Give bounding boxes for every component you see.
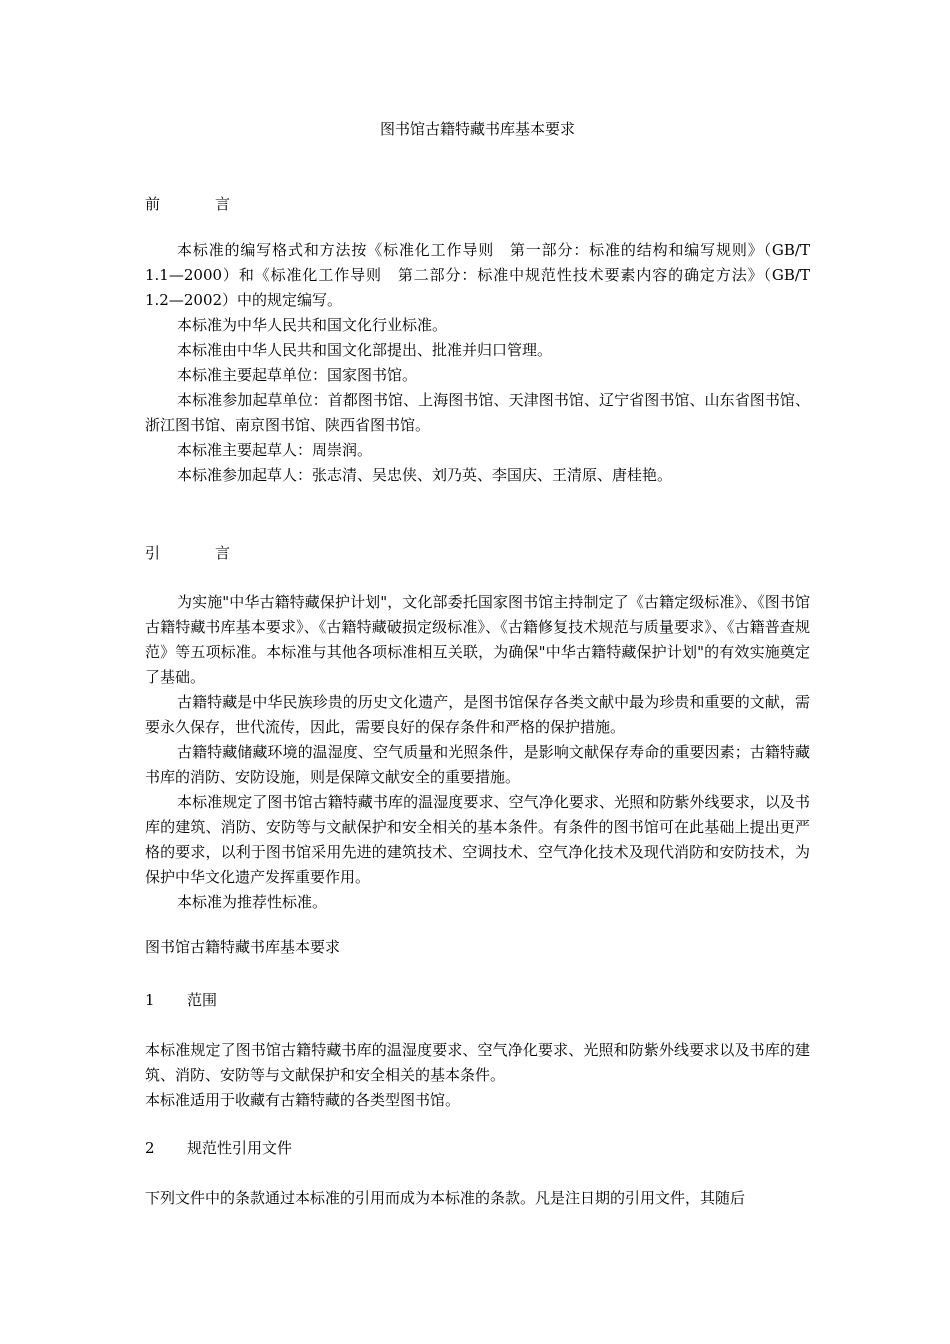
- foreword-heading-left: 前: [145, 195, 161, 213]
- introduction-paragraph-plan: 为实施"中华古籍特藏保护计划"，文化部委托国家图书馆主持制定了《古籍定级标准》、《图书馆古籍特藏书库基本要求》、《古籍特藏破损定级标准》、《古籍修复技术规范与质量要求》、《古籍普查规范》等五项标准。本标准与其他各项标准相互关联，为确保"中华古籍特藏保护计划"的有效实施奠定了基础。: [145, 593, 810, 686]
- section-2-heading: [145, 1136, 810, 1161]
- introduction-paragraph-heritage: 古籍特藏是中华民族珍贵的历史文化遗产，是图书馆保存各类文献中最为珍贵和重要的文献，需要永久保存，世代流传，因此，需要良好的保存条件和严格的保护措施。: [145, 693, 810, 736]
- foreword-heading: [145, 192, 810, 217]
- foreword-heading-right: 言: [215, 195, 231, 213]
- foreword-body: [145, 238, 826, 488]
- introduction-heading: [145, 541, 810, 566]
- foreword-paragraph-participating-units: 本标准参加起草单位：首都图书馆、上海图书馆、天津图书馆、辽宁省图书馆、山东省图书馆、浙江图书馆、南京图书馆、陕西省图书馆。: [145, 391, 810, 434]
- foreword-paragraph-participating-drafters: 本标准参加起草人：张志清、吴忠侠、刘乃英、李国庆、王清原、唐桂艳。: [177, 466, 673, 484]
- document-title: 图书馆古籍特藏书库基本要求: [379, 120, 575, 138]
- introduction-paragraph-scope: 本标准规定了图书馆古籍特藏书库的温湿度要求、空气净化要求、光照和防紫外线要求，以及书库的建筑、消防、安防等与文献保护和安全相关的基本条件。有条件的图书馆可在此基础上提出更严格的要求，以利于图书馆采用先进的建筑技术、空调技术、空气净化技术及现代消防和安防技术，为保护中华文化遗产发挥重要作用。: [145, 793, 810, 886]
- section-2-paragraph: 下列文件中的条款通过本标准的引用而成为本标准的条款。凡是注日期的引用文件，其随后: [145, 1189, 746, 1207]
- introduction-heading-right: 言: [215, 544, 231, 562]
- section-2-body: [145, 1186, 810, 1211]
- section-1-number: 1: [145, 991, 155, 1009]
- foreword-paragraph-industry: 本标准为中华人民共和国文化行业标准。: [177, 316, 448, 334]
- foreword-paragraph-main-unit: 本标准主要起草单位：国家图书馆。: [177, 366, 418, 384]
- section-1-heading: [145, 988, 810, 1013]
- section-1-paragraph-applicability: 本标准适用于收藏有古籍特藏的各类型图书馆。: [145, 1091, 461, 1109]
- section-2-title: 规范性引用文件: [187, 1139, 293, 1157]
- section-1-title: 范围: [187, 991, 218, 1009]
- introduction-paragraph-recommended: 本标准为推荐性标准。: [177, 893, 328, 911]
- foreword-paragraph-format: 本标准的编写格式和方法按《标准化工作导则 第一部分：标准的结构和编写规则》（GB/T 1.1—2000）和《标准化工作导则 第二部分：标准中规范性技术要素内容的确定方法》（GB/T 1.2—2002）中的规定编写。: [145, 241, 826, 309]
- foreword-paragraph-main-drafter: 本标准主要起草人：周崇润。: [177, 441, 373, 459]
- introduction-heading-left: 引: [145, 544, 161, 562]
- section-1-paragraph-scope: 本标准规定了图书馆古籍特藏书库的温湿度要求、空气净化要求、光照和防紫外线要求以及书库的建筑、消防、安防等与文献保护和安全相关的基本条件。: [145, 1041, 810, 1084]
- introduction-body: [145, 590, 810, 915]
- section-1-body: [145, 1038, 810, 1113]
- section-2-number: 2: [145, 1139, 155, 1157]
- introduction-paragraph-environment: 古籍特藏储藏环境的温湿度、空气质量和光照条件，是影响文献保存寿命的重要因素；古籍特藏书库的消防、安防设施，则是保障文献安全的重要措施。: [145, 743, 810, 786]
- body-title: 图书馆古籍特藏书库基本要求: [145, 938, 341, 956]
- foreword-paragraph-approval: 本标准由中华人民共和国文化部提出、批准并归口管理。: [177, 341, 553, 359]
